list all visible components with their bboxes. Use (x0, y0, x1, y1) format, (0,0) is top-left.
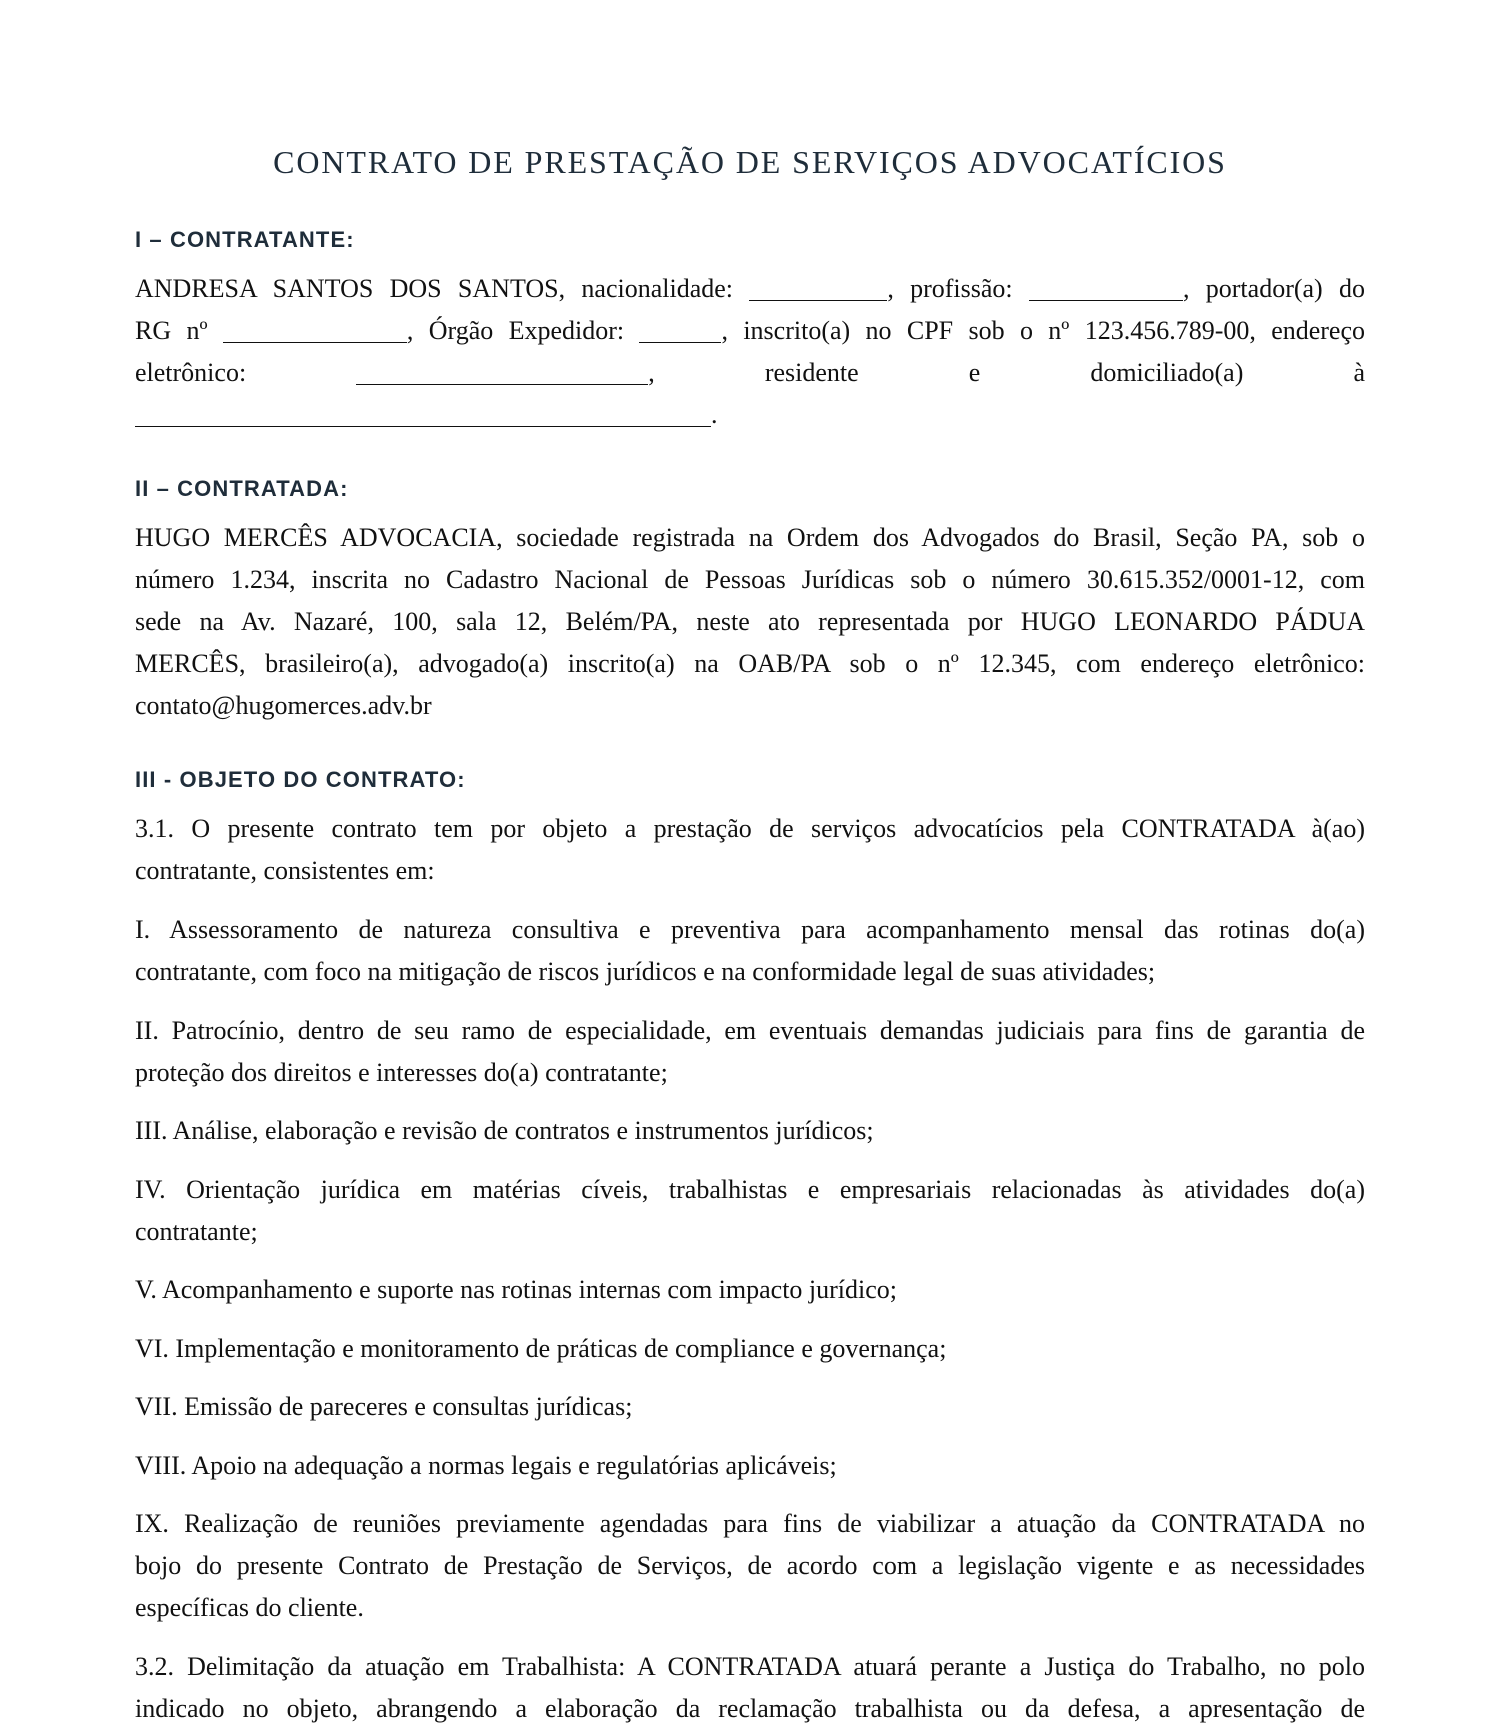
rg-blank (223, 316, 407, 343)
contratante-line-3: eletrônico: , residente e domiciliado(a) à (135, 358, 1365, 387)
contratante-line-1: ANDRESA SANTOS DOS SANTOS, nacionalidade: , profissão: , portador(a) do (135, 274, 1366, 303)
nationality-blank (749, 274, 887, 301)
clause-3-1: 3.1. O presente contrato tem por objeto a prestação de serviços advocatícios pela CONTRATADA à(ao) contratante, consistentes em: (135, 814, 1365, 885)
objeto-item-5: V. Acompanhamento e suporte nas rotinas internas com impacto jurídico; (135, 1275, 898, 1304)
contratante-line-2: RG nº , Órgão Expedidor: , inscrito(a) no CPF sob o nº 123.456.789-00, endereço (135, 316, 1366, 345)
clause-3-2: 3.2. Delimitação da atuação em Trabalhista: A CONTRATADA atuará perante a Justiça do Trabalho, no polo indicado no objeto, abrangendo a elaboração da reclamação trabalhista ou da defesa, a apresentação de (135, 1652, 1365, 1723)
objeto-item-8: VIII. Apoio na adequação a normas legais e regulatórias aplicáveis; (135, 1451, 837, 1480)
objeto-item-7: VII. Emissão de pareceres e consultas jurídicas; (135, 1392, 633, 1421)
email-blank (356, 358, 648, 385)
address-blank (135, 400, 711, 427)
contratada-paragraph: HUGO MERCÊS ADVOCACIA, sociedade registrada na Ordem dos Advogados do Brasil, Seção PA, sob o número 1.234, inscrita no Cadastro Nacional de Pessoas Jurídicas sob o número 30.615.352/0001-12, com sede na Av. Nazaré, 100, sala 12, Belém/PA, neste ato representada por HUGO LEONARDO PÁDUA MERCÊS, brasileiro(a), advogado(a) inscrito(a) na OAB/PA sob o nº 12.345, com endereço eletrônico: contato@hugomerces.adv.br (135, 523, 1365, 720)
objeto-item-1: I. Assessoramento de natureza consultiva e preventiva para acompanhamento mensal das rotinas do(a) contratante, com foco na mitigação de riscos jurídicos e na conformidade legal de suas atividades; (135, 915, 1365, 986)
objeto-item-9: IX. Realização de reuniões previamente agendadas para fins de viabilizar a atuação da CONTRATADA no bojo do presente Contrato de Prestação de Serviços, de acordo com a legislação vigente e as necessidades específicas do cliente. (135, 1509, 1365, 1622)
objeto-item-3: III. Análise, elaboração e revisão de contratos e instrumentos jurídicos; (135, 1116, 874, 1145)
profession-blank (1029, 274, 1183, 301)
objeto-item-6: VI. Implementação e monitoramento de práticas de compliance e governança; (135, 1334, 947, 1363)
objeto-item-4: IV. Orientação jurídica em matérias cíveis, trabalhistas e empresariais relacionadas às atividades do(a) contratante; (135, 1175, 1365, 1246)
section-heading-objeto: III - OBJETO DO CONTRATO: (135, 767, 466, 792)
orgao-expedidor-blank (639, 316, 721, 343)
contratante-paragraph (135, 268, 1365, 436)
document-title: CONTRATO DE PRESTAÇÃO DE SERVIÇOS ADVOCATÍCIOS (273, 144, 1227, 180)
section-heading-contratante: I – CONTRATANTE: (135, 227, 355, 252)
objeto-item-2: II. Patrocínio, dentro de seu ramo de especialidade, em eventuais demandas judiciais para fins de garantia de proteção dos direitos e interesses do(a) contratante; (135, 1016, 1365, 1087)
section-heading-contratada: II – CONTRATADA: (135, 476, 349, 501)
contratante-line-4: . (135, 394, 1365, 436)
